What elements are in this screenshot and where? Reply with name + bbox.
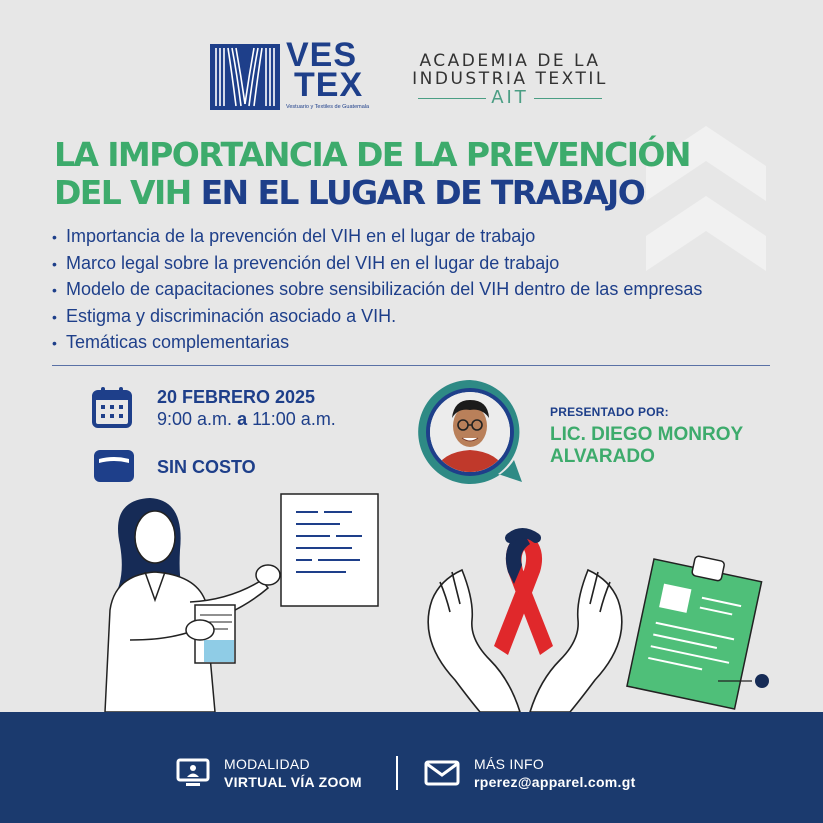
document-illustration bbox=[281, 494, 378, 606]
health-illustration bbox=[0, 485, 823, 715]
modality-value: VIRTUAL VÍA ZOOM bbox=[224, 774, 362, 790]
footer bbox=[0, 712, 823, 823]
footer-separator bbox=[396, 756, 398, 790]
vestex-wordmark: VES TEX bbox=[286, 36, 364, 104]
contact-email[interactable]: rperez@apparel.com.gt bbox=[474, 774, 636, 790]
doctor-illustration bbox=[105, 498, 280, 712]
presenter-avatar bbox=[414, 378, 526, 486]
list-item: • Estigma y discriminación asociado a VIH. bbox=[52, 305, 397, 326]
ait-line2: INDUSTRIA TEXTIL bbox=[412, 69, 608, 89]
presenter-label: PRESENTADO POR: bbox=[550, 405, 669, 419]
more-info-label: MÁS INFO bbox=[474, 756, 545, 772]
list-item: • Importancia de la prevención del VIH en el lugar de trabajo bbox=[52, 226, 536, 246]
title-line1: LA IMPORTANCIA DE LA PREVENCIÓN bbox=[54, 135, 690, 174]
page-title bbox=[54, 136, 690, 212]
list-item: • Modelo de capacitaciones sobre sensibilización del VIH dentro de las empresas bbox=[52, 279, 703, 299]
vestex-logo-mark bbox=[210, 44, 280, 110]
list-item: • Marco legal sobre la prevención del VIH en el lugar de trabajo bbox=[52, 252, 560, 273]
modality-label: MODALIDAD bbox=[224, 756, 310, 772]
vestex-tagline: Vestuario y Textiles de Guatemala bbox=[286, 104, 370, 110]
topics-list bbox=[52, 224, 702, 357]
vestex-logo bbox=[210, 36, 380, 114]
title-line2-green: DEL VIH bbox=[54, 173, 191, 212]
ticket-icon bbox=[93, 449, 135, 483]
ait-code: AIT bbox=[491, 87, 529, 108]
calendar-icon bbox=[92, 386, 132, 428]
ait-logo bbox=[410, 52, 610, 107]
list-item: • Temáticas complementarias bbox=[52, 332, 290, 352]
event-time: 9:00 a.m. a 11:00 a.m. bbox=[157, 409, 336, 429]
mail-icon bbox=[424, 760, 460, 786]
monitor-user-icon bbox=[176, 758, 210, 788]
awareness-ribbon bbox=[494, 530, 553, 655]
divider bbox=[52, 365, 770, 366]
title-line2-blue: EN EL LUGAR DE TRABAJO bbox=[200, 173, 645, 212]
presenter-name: LIC. DIEGO MONROY ALVARADO bbox=[550, 424, 744, 467]
clipboard-illustration bbox=[627, 547, 764, 709]
event-cost: SIN COSTO bbox=[157, 457, 256, 477]
ait-line1: ACADEMIA DE LA bbox=[419, 51, 601, 71]
event-date: 20 FEBRERO 2025 bbox=[157, 387, 316, 407]
